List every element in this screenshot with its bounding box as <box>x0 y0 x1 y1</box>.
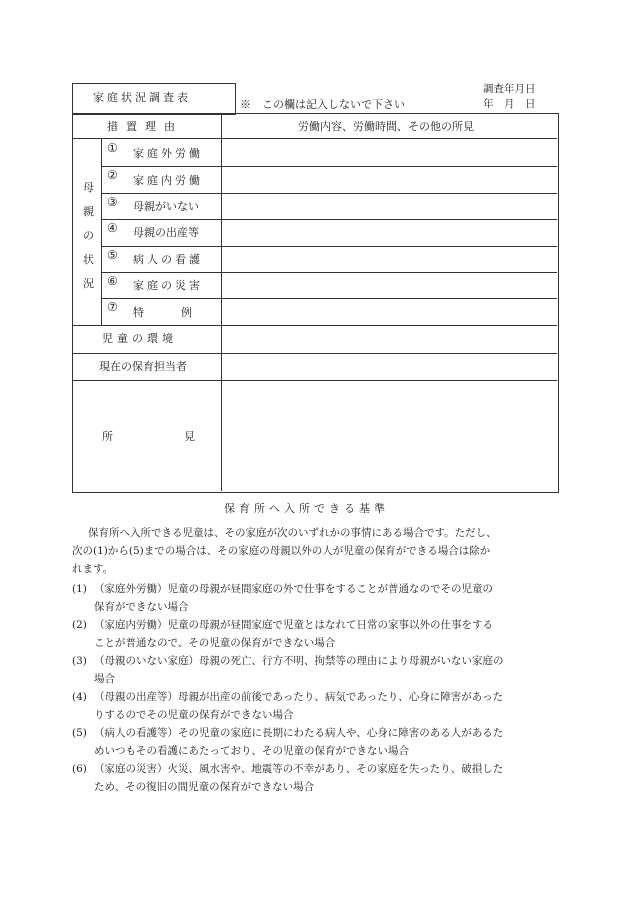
table-row-line <box>101 298 557 299</box>
table-row-line <box>72 325 557 326</box>
table-row-line <box>101 219 557 220</box>
table-divider-main <box>221 113 222 491</box>
item-number: ③ <box>107 195 118 209</box>
item-line: 場合 <box>94 673 115 685</box>
item-label: 特 例 <box>133 306 193 319</box>
mother-status-char: 母 <box>83 181 94 194</box>
item-line: 保育ができない場合 <box>94 601 189 613</box>
item-line: ため、その復旧の間児童の保育ができない場合 <box>94 781 315 793</box>
criteria-intro <box>72 524 497 578</box>
column-header-reason: 措置理由 <box>107 120 183 133</box>
criteria-list <box>72 580 504 796</box>
list-item <box>72 580 504 616</box>
item-number: (2) <box>72 619 87 631</box>
status-table <box>72 113 559 493</box>
list-item <box>72 688 504 724</box>
remarks-label-1: 所 <box>102 430 113 443</box>
table-row-line <box>72 380 557 381</box>
form-title: 家庭状況調査表 <box>93 91 191 104</box>
mother-status-char: 状 <box>83 253 94 266</box>
list-item <box>72 724 504 760</box>
item-number: ② <box>107 168 118 182</box>
item-number: ④ <box>107 221 118 235</box>
item-line: ことが普通なので、その児童の保育ができない場合 <box>94 637 336 649</box>
item-number: (6) <box>72 763 87 775</box>
list-item <box>72 652 504 688</box>
item-number: (4) <box>72 691 87 703</box>
table-row-line <box>72 138 557 139</box>
item-number: (5) <box>72 727 87 739</box>
remarks-label-2: 見 <box>184 430 195 443</box>
table-row-line <box>101 166 557 167</box>
item-line: めいつもその看護にあたっており、その児童の保育ができない場合 <box>94 745 409 757</box>
item-number: ⑤ <box>107 248 118 262</box>
item-label: 母親の出産等 <box>133 226 199 239</box>
item-line: （病人の看護等）その児童の家庭に長期にわたる病人や、心身に障害のある人があるた <box>94 727 504 739</box>
intro-line: 保育所へ入所できる児童は、その家庭が次のいずれかの事情にある場合です。ただし、 <box>88 527 497 539</box>
table-row-line <box>101 272 557 273</box>
item-label: 家庭の災害 <box>133 279 203 292</box>
mother-status-char: 親 <box>83 205 94 218</box>
survey-date-label: 調査年月日 <box>483 83 536 95</box>
mother-status-char: の <box>83 229 94 242</box>
item-line: （母親のいない家庭）母親の死亡、行方不明、拘禁等の理由により母親がいない家庭の <box>94 655 504 667</box>
intro-line: 次の(1)から(5)までの場合は、その家庭の母親以外の人が児童の保育ができる場合は除か <box>72 545 491 557</box>
item-line: （母親の出産等）母親が出産の前後であったり、病気であったり、心身に障害があった <box>94 691 504 703</box>
table-row-line <box>101 193 557 194</box>
child-environment-label: 児童の環境 <box>102 332 177 345</box>
mother-status-char: 況 <box>83 277 94 290</box>
item-line: りするのでその児童の保育ができない場合 <box>94 709 294 721</box>
item-line: （家庭の災害）火災、風水害や、地震等の不幸があり、その家庭を失ったり、破損した <box>94 763 504 775</box>
current-caretaker-label: 現在の保育担当者 <box>99 360 187 373</box>
list-item <box>72 760 504 796</box>
intro-line: れます。 <box>72 563 114 575</box>
item-line: （家庭外労働）児童の母親が昼間家庭の外で仕事をすることが普通なのでその児童の <box>94 583 493 595</box>
item-number: ① <box>107 141 118 155</box>
item-label: 家庭外労働 <box>133 147 203 160</box>
item-label: 家庭内労働 <box>133 174 203 187</box>
criteria-heading: 保育所へ入所できる基準 <box>224 502 389 515</box>
item-number: ⑦ <box>107 300 118 314</box>
table-row-line <box>72 353 557 354</box>
item-label: 母親がいない <box>133 200 199 213</box>
item-number: (3) <box>72 655 87 667</box>
item-label: 病人の看護 <box>133 253 203 266</box>
column-header-detail: 労働内容、労働時間、その他の所見 <box>298 120 474 133</box>
table-row-line <box>101 246 557 247</box>
do-not-fill-note: ※ この欄は記入しないで下さい <box>240 98 405 111</box>
survey-date-units: 年 月 日 <box>483 98 536 110</box>
item-number: ⑥ <box>107 274 118 288</box>
item-line: （家庭内労働）児童の母親が昼間家庭で児童とはなれて日常の家事以外の仕事をする <box>94 619 493 631</box>
item-number: (1) <box>72 583 87 595</box>
list-item <box>72 616 504 652</box>
